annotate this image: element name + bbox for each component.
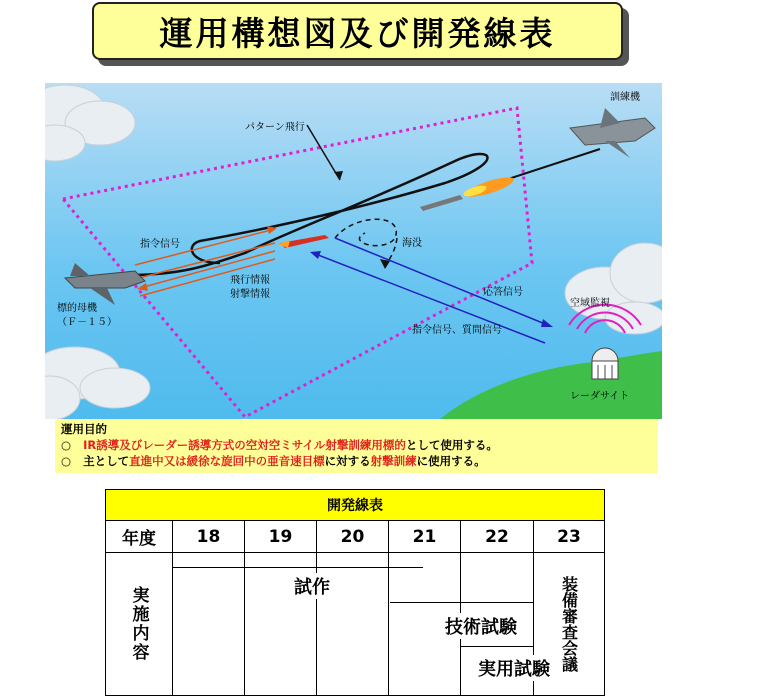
bullet: ○ [61,438,72,452]
prototype-label: 試作 [291,573,333,599]
tech-test-bar [390,602,533,603]
schedule-title: 開発線表 [105,489,605,521]
review-meeting-label: 装備審査会議 [559,576,579,672]
cloud-bottom-left [45,347,150,419]
land [440,351,662,419]
purpose-line-1-highlight: IR誘導及びレーダー誘導方式の空対空ミサイル射撃訓練用標的 [83,438,406,452]
row-label-cell [105,552,173,696]
radar-dome-icon [592,348,618,379]
mothership-model-label: （Ｆ－１５） [57,317,117,328]
purpose-line-2-tail: に使用する。 [416,454,486,468]
flight-info-label: 飛行情報 [230,275,270,286]
practical-test-bar [461,646,533,647]
pattern-flight-path [130,154,488,275]
tech-test-label: 技術試験 [442,613,520,639]
purpose-line-2-highlight-2: 射撃訓練 [370,454,417,468]
development-schedule-table [105,489,605,696]
mothership-aircraft-icon [65,263,145,305]
purpose-heading: 運用目的 [61,422,107,436]
target-drone-icon [278,235,329,248]
trainer-line [505,149,600,180]
year-22: 22 [460,520,534,553]
bullet: ○ [61,454,72,468]
command-signal-label: 指令信号 [140,239,180,250]
pattern-flight-label: パターン飛行 [245,122,305,133]
cloud-left [45,85,135,161]
cloud-right [565,243,662,334]
prototype-bar [172,567,423,568]
purpose-line-2-highlight: 直進中又は緩徐な旋回中の亜音速目標 [129,454,325,468]
year-20: 20 [316,520,389,553]
year-23: 23 [533,520,605,553]
practical-test-label: 実用試験 [475,655,553,681]
shooting-info-label: 射撃情報 [230,289,270,300]
airspace-monitor-label: 空域監視 [570,298,610,309]
radar-site-label: レーダサイト [570,391,630,402]
sink-label: 海没 [402,238,422,249]
mothership-label: 標的母機 [57,303,97,314]
purpose-line-1-tail: として使用する。 [405,438,498,452]
trainer-aircraft-icon [570,108,655,158]
purpose-line-2-mid: に対する [324,454,371,468]
year-header: 年度 [105,520,173,553]
year-18: 18 [172,520,245,553]
purpose-line-1 [61,437,652,453]
operation-concept-diagram [45,83,662,419]
year-21: 21 [388,520,461,553]
trainer-label: 訓練機 [610,92,640,103]
purpose-line-2 [61,453,652,469]
year-19: 19 [244,520,317,553]
operation-purpose-box [55,419,658,473]
row-label: 実施内容 [128,586,149,662]
response-signal-arrow [335,238,550,326]
response-signal-label: 応答信号 [483,287,523,298]
purpose-line-2-head: 主として [83,454,130,468]
page-title: 運用構想図及び開発線表 [92,2,623,60]
command-query-label: 指令信号、質問信号 [412,325,502,336]
missile-icon [420,174,516,211]
body-cell-18 [172,552,245,696]
